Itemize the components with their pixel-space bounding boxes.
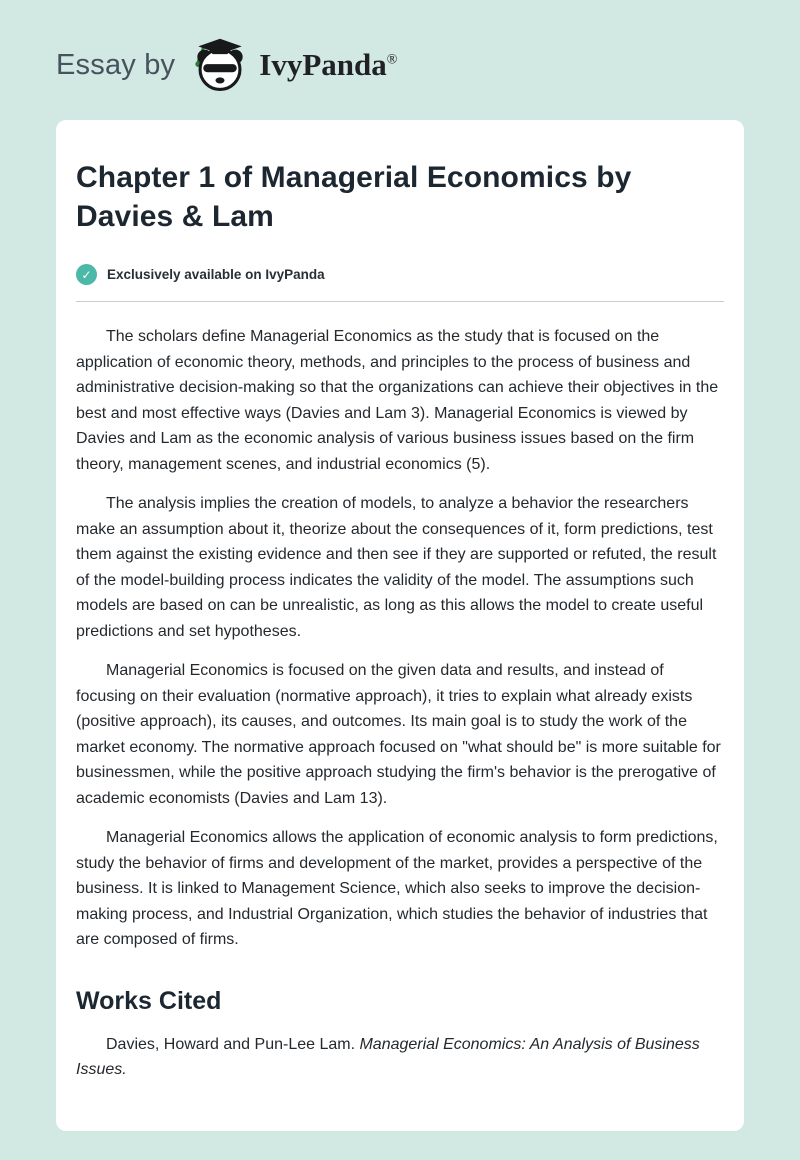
brand-name xyxy=(259,47,397,83)
works-cited-heading: Works Cited xyxy=(76,986,222,1015)
essay-card xyxy=(56,120,744,1131)
check-icon: ✓ xyxy=(76,264,97,285)
page-title: Chapter 1 of Managerial Economics by Davies & Lam xyxy=(76,161,632,233)
paragraph-4: Managerial Economics allows the application of economic analysis to form predictions, study the behavior of firms and development of the market, provides a perspective of the business. It is linked to Management Science, which also seeks to improve the decision-making process, and Industrial Organization, which studies the behavior of industries that are composed of firms. xyxy=(76,829,718,948)
paragraph-3: Managerial Economics is focused on the given data and results, and instead of focusing on their evaluation (normative approach), it tries to explain what already exists (positive approach), its causes, and outcomes. Its main goal is to study the work of the market economy. The normative approach focused on "what should be" is more suitable for businessmen, while the positive approach studying the firm's behavior is the prerogative of academic economists (Davies and Lam 13). xyxy=(76,662,721,807)
paragraph-2: The analysis implies the creation of models, to analyze a behavior the researchers make an assumption about it, theorize about the consequences of it, form predictions, test them against the existing evidence and then see if they are supported or refuted, the result of the model-building process indicates the validity of the model. The assumptions such models are based on can be unrealistic, as long as this allows the model to create useful predictions and set hypotheses. xyxy=(76,495,717,640)
citation xyxy=(76,1032,724,1083)
availability-badge xyxy=(76,264,724,285)
availability-label: Exclusively available on IvyPanda xyxy=(107,267,325,282)
citation-authors: Davies, Howard and Pun-Lee Lam. xyxy=(106,1035,360,1053)
ivypanda-logo-link[interactable] xyxy=(191,36,397,94)
paragraph-1: The scholars define Managerial Economics as the study that is focused on the application of economic theory, methods, and principles to the process of business and administrative decision-making so that the organizations can achieve their objectives in the best and most effective ways (Davies and Lam 3). Managerial Economics is viewed by Davies and Lam as the economic analysis of various business issues based on the firm theory, management scenes, and industrial economics (5). xyxy=(76,328,719,473)
divider xyxy=(76,301,724,302)
brand-text: IvyPanda xyxy=(259,47,387,82)
registered-mark: ® xyxy=(386,52,398,68)
panda-logo-icon xyxy=(191,36,249,94)
essay-body xyxy=(76,324,724,953)
page-header xyxy=(0,0,800,120)
citation-title: Managerial Economics: An Analysis of Business Issues. xyxy=(76,1035,700,1078)
essay-by-label: Essay by xyxy=(56,48,176,81)
